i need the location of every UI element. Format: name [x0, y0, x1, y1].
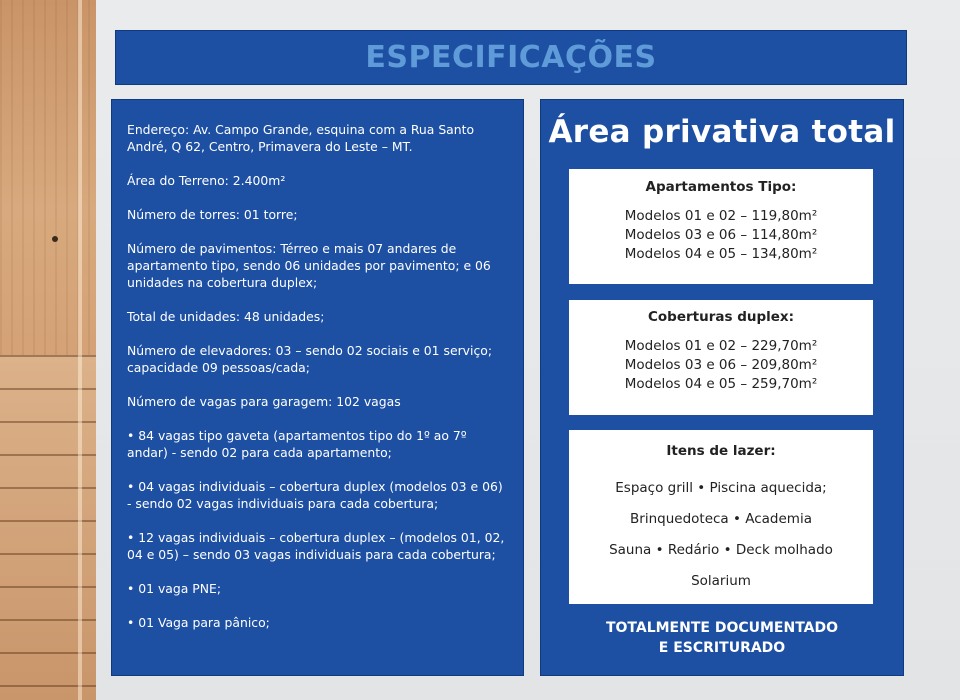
penthouse-title: Coberturas duplex:	[647, 309, 795, 325]
spec-parking-item: • 12 vagas individuais – cobertura duplex – (modelos 01, 02, 04 e 05) – sendo 03 vagas individuais para cada cobertura;	[127, 530, 505, 562]
spec-parking-item: • 84 vagas tipo gaveta (apartamentos tipo do 1º ao 7º andar) - sendo 02 para cada apartamento;	[127, 428, 467, 460]
leisure-line: Brinquedoteca • Academia	[630, 511, 812, 527]
area-heading: Área privativa total	[548, 114, 896, 150]
wood-edge	[78, 0, 82, 700]
wood-knob	[52, 236, 58, 242]
leisure-line: Solarium	[691, 573, 751, 589]
penthouse-model-line: Modelos 03 e 06 – 209,80m²	[624, 357, 818, 373]
documented-line-2: E ESCRITURADO	[658, 640, 786, 656]
leisure-line: Espaço grill • Piscina aquecida;	[615, 480, 827, 496]
title-banner	[115, 30, 907, 85]
spec-parking: Número de vagas para garagem: 102 vagas	[127, 394, 401, 409]
apartment-model-line: Modelos 03 e 06 – 114,80m²	[624, 227, 818, 243]
penthouse-model-line: Modelos 01 e 02 – 229,70m²	[624, 338, 818, 354]
specifications-panel	[112, 100, 523, 675]
documented-notice	[541, 618, 903, 658]
penthouse-box	[569, 300, 873, 415]
spec-elevators: Número de elevadores: 03 – sendo 02 sociais e 01 serviço; capacidade 09 pessoas/cada;	[127, 343, 493, 375]
wood-panel-photo	[0, 0, 96, 700]
private-area-panel	[541, 100, 903, 675]
apartments-box	[569, 169, 873, 284]
spec-land-area: Área do Terreno: 2.400m²	[127, 173, 286, 188]
spec-units: Total de unidades: 48 unidades;	[127, 309, 325, 324]
spec-towers: Número de torres: 01 torre;	[127, 207, 298, 222]
penthouse-model-line: Modelos 04 e 05 – 259,70m²	[624, 376, 818, 392]
documented-line-1: TOTALMENTE DOCUMENTADO	[605, 620, 839, 636]
apartments-title: Apartamentos Tipo:	[645, 179, 797, 195]
spec-parking-item: • 04 vagas individuais – cobertura duplex (modelos 03 e 06) - sendo 02 vagas individuais para cada cobertura;	[127, 479, 503, 511]
page-title: ESPECIFICAÇÕES	[365, 40, 657, 75]
spec-floors: Número de pavimentos: Térreo e mais 07 andares de apartamento tipo, sendo 06 unidades por pavimento; e 06 unidades na cobertura duplex;	[127, 241, 491, 290]
leisure-box	[569, 430, 873, 604]
apartment-model-line: Modelos 01 e 02 – 119,80m²	[624, 208, 818, 224]
leisure-line: Sauna • Redário • Deck molhado	[609, 542, 833, 558]
leisure-title: Itens de lazer:	[666, 443, 776, 459]
spec-address: Endereço: Av. Campo Grande, esquina com a Rua Santo André, Q 62, Centro, Primavera do Leste – MT.	[127, 122, 475, 154]
spec-parking-item: • 01 Vaga para pânico;	[127, 615, 270, 630]
apartment-model-line: Modelos 04 e 05 – 134,80m²	[624, 246, 818, 262]
spec-parking-item: • 01 vaga PNE;	[127, 581, 222, 596]
